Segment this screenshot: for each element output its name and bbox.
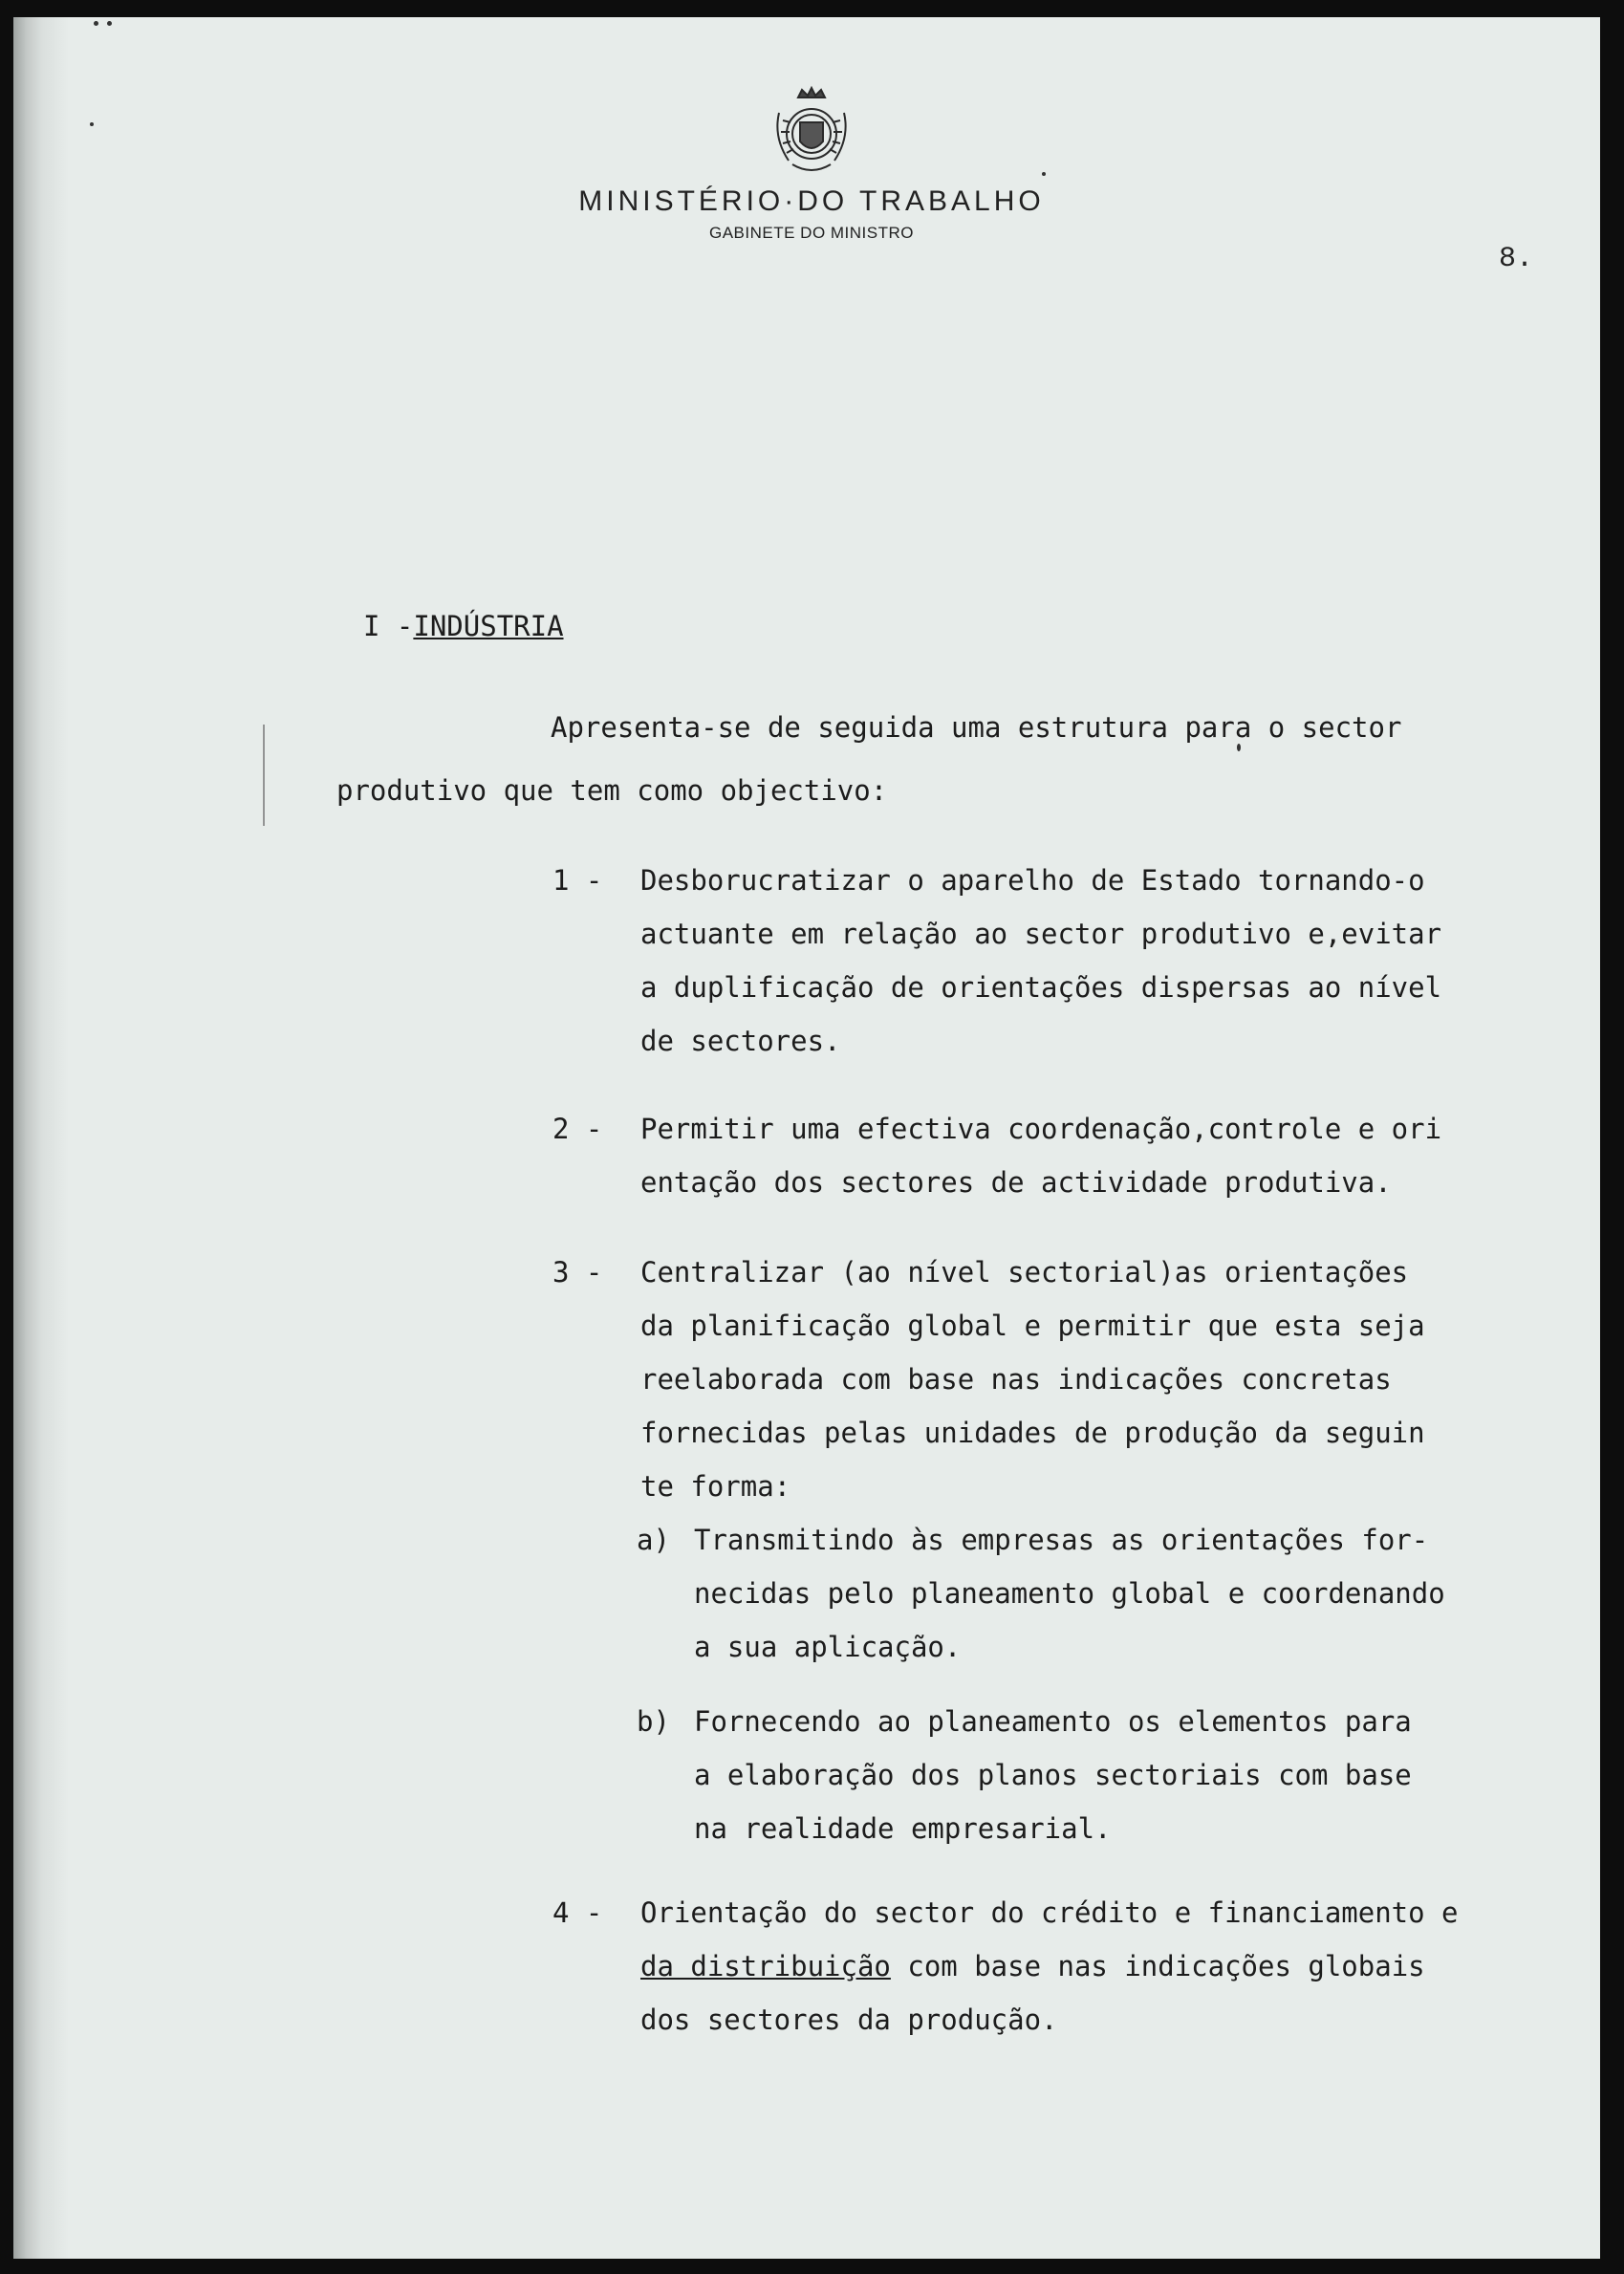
sub-item-line: Fornecendo ao planeamento os elementos para <box>694 1705 1412 1738</box>
item-line: Permitir uma efectiva coordenação,controle e ori <box>640 1113 1442 1145</box>
cabinet-name: GABINETE DO MINISTRO <box>708 224 915 242</box>
scan-speck <box>94 21 98 26</box>
item-line: fornecidas pelas unidades de produção da seguin <box>640 1417 1425 1449</box>
item-line: de sectores. <box>640 1025 841 1057</box>
item-number: 2 - <box>552 1113 603 1145</box>
sub-item-line: na realidade empresarial. <box>694 1812 1112 1845</box>
page-number: 8. <box>1499 243 1534 275</box>
item-line: Desborucratizar o aparelho de Estado tornando-o <box>640 864 1425 897</box>
sub-item-letter: a) <box>637 1524 670 1556</box>
item-line: entação dos sectores de actividade produtiva. <box>640 1166 1392 1199</box>
margin-mark <box>263 725 265 826</box>
sub-item-line: Transmitindo às empresas as orientações for- <box>694 1524 1429 1556</box>
item-number: 1 - <box>552 864 603 897</box>
item-line: te forma: <box>640 1470 791 1503</box>
item-line: da planificação global e permitir que esta seja <box>640 1310 1425 1342</box>
scan-speck <box>1237 744 1241 751</box>
section-numeral: I - <box>363 610 414 642</box>
sub-item-line: a sua aplicação. <box>694 1631 962 1663</box>
item-line <box>640 1950 1425 1982</box>
intro-line: Apresenta-se de seguida uma estrutura para o sector <box>551 711 1402 744</box>
sub-item-letter: b) <box>637 1705 670 1738</box>
letterhead <box>510 84 1113 243</box>
item-line: reelaborada com base nas indicações concretas <box>640 1363 1392 1396</box>
scan-speck <box>107 21 112 26</box>
item-line: dos sectores da produção. <box>640 2003 1058 2036</box>
section-heading <box>363 610 564 642</box>
coat-of-arms-icon <box>769 84 854 180</box>
intro-line: produtivo que tem como objectivo: <box>336 774 888 807</box>
scan-speck <box>90 122 94 126</box>
item-line: Centralizar (ao nível sectorial)as orientações <box>640 1256 1409 1289</box>
item-line: actuante em relação ao sector produtivo e,evitar <box>640 918 1442 950</box>
section-title: INDÚSTRIA <box>413 610 564 642</box>
item-number: 4 - <box>552 1896 603 1929</box>
ministry-name: MINISTÉRIO·DO TRABALHO <box>578 185 1045 217</box>
sub-item-line: a elaboração dos planos sectoriais com base <box>694 1759 1412 1791</box>
binding-edge <box>13 17 69 2259</box>
underlined-phrase: da distribuição <box>640 1950 891 1982</box>
item-line: Orientação do sector do crédito e financiamento e <box>640 1896 1459 1929</box>
sub-item-line: necidas pelo planeamento global e coordenando <box>694 1577 1445 1610</box>
scan-speck <box>1042 172 1046 176</box>
item-line: a duplificação de orientações dispersas ao nível <box>640 971 1442 1004</box>
line-remainder: com base nas indicações globais <box>890 1950 1425 1982</box>
item-number: 3 - <box>552 1256 603 1289</box>
document-page <box>13 17 1600 2259</box>
